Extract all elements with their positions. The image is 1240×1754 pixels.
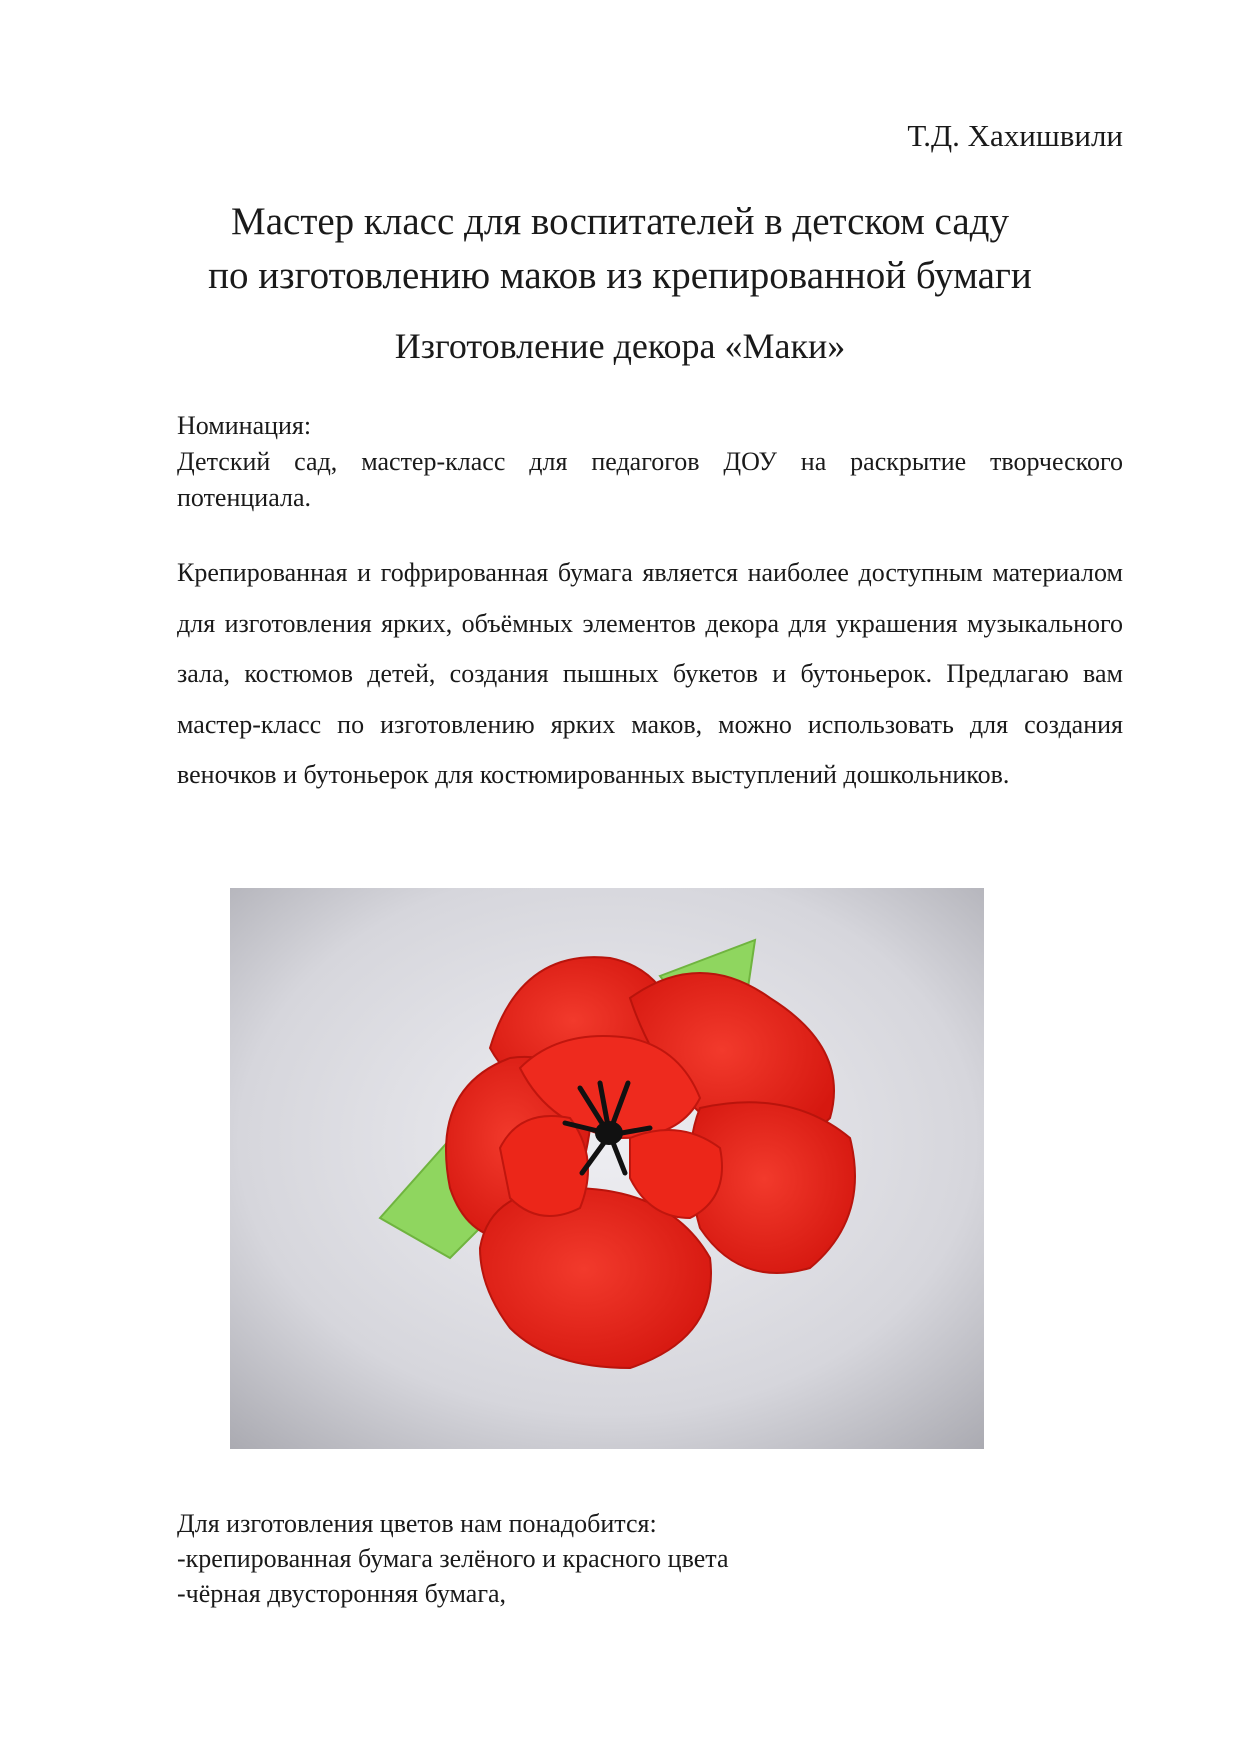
materials-heading: Для изготовления цветов нам понадобится: [177, 1509, 657, 1538]
poppy-photo [230, 888, 984, 1449]
nomination-section [177, 408, 1123, 516]
nomination-text: Детский сад, мастер-класс для педагогов ДОУ на раскрытие творческого потенциала. [177, 447, 1123, 512]
document-title [0, 195, 1240, 303]
materials-section [177, 1506, 1123, 1611]
title-line-1: Мастер класс для воспитателей в детском саду [231, 200, 1009, 243]
title-line-2: по изготовлению маков из крепированной бумаги [208, 254, 1032, 297]
materials-item: -чёрная двусторонняя бумага, [177, 1579, 507, 1608]
nomination-label: Номинация: [177, 411, 312, 440]
intro-paragraph: Крепированная и гофрированная бумага является наиболее доступным материалом для изготовления ярких, объёмных элементов декора для украшения музыкального зала, костюмов детей, создания пышных букетов и бутоньерок. Предлагаю вам мастер-класс по изготовлению ярких маков, можно использовать для создания веночков и бутоньерок для костюмированных выступлений дошкольников. [177, 558, 1123, 789]
document-subtitle: Изготовление декора «Маки» [394, 326, 846, 366]
materials-item: -крепированная бумага зелёного и красного цвета [177, 1544, 729, 1573]
poppy-seed-head [595, 1121, 623, 1145]
petal-front-left [500, 1116, 588, 1216]
author-name: Т.Д. Хахишвили [907, 118, 1123, 153]
